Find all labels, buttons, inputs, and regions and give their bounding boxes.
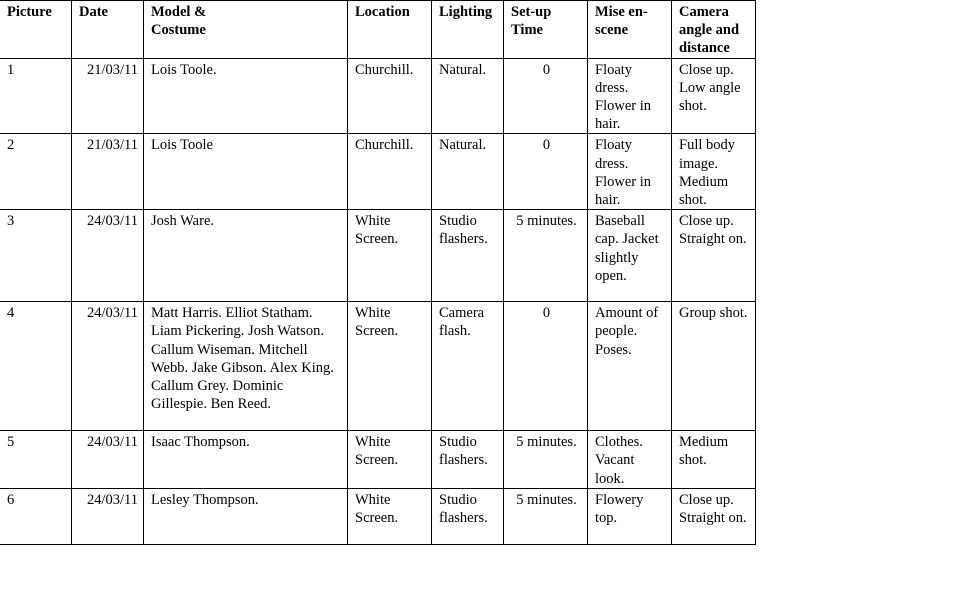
cell-picture: 4 — [0, 302, 72, 431]
cell-mise: Floaty dress. Flower in hair. — [588, 58, 672, 134]
table-row — [0, 134, 756, 210]
header-location: Location — [348, 1, 432, 59]
cell-model: Lesley Thompson. — [144, 488, 348, 544]
header-model: Model & Costume — [144, 1, 348, 59]
table-row — [0, 431, 756, 489]
cell-mise: Baseball cap. Jacket slightly open. — [588, 210, 672, 302]
cell-camera: Medium shot. — [672, 431, 756, 489]
cell-date: 21/03/11 — [72, 134, 144, 210]
header-date: Date — [72, 1, 144, 59]
cell-mise: Flowery top. — [588, 488, 672, 544]
cell-camera: Full body image. Medium shot. — [672, 134, 756, 210]
cell-picture: 5 — [0, 431, 72, 489]
cell-picture: 2 — [0, 134, 72, 210]
cell-location: White Screen. — [348, 210, 432, 302]
cell-camera: Close up. Low angle shot. — [672, 58, 756, 134]
cell-camera: Close up. Straight on. — [672, 488, 756, 544]
header-lighting: Lighting — [432, 1, 504, 59]
cell-setup: 5 minutes. — [504, 210, 588, 302]
cell-picture: 6 — [0, 488, 72, 544]
cell-location: Churchill. — [348, 58, 432, 134]
header-mise: Mise en-scene — [588, 1, 672, 59]
cell-date: 24/03/11 — [72, 431, 144, 489]
header-picture: Picture — [0, 1, 72, 59]
cell-location: Churchill. — [348, 134, 432, 210]
cell-model: Matt Harris. Elliot Statham. Liam Pickering. Josh Watson. Callum Wiseman. Mitchell Webb. Jake Gibson. Alex King. Callum Grey. Dominic Gillespie. Ben Reed. — [144, 302, 348, 431]
cell-setup: 0 — [504, 134, 588, 210]
table-row — [0, 302, 756, 431]
header-row — [0, 1, 756, 59]
cell-setup: 0 — [504, 302, 588, 431]
cell-location: White Screen. — [348, 431, 432, 489]
cell-lighting: Natural. — [432, 134, 504, 210]
cell-lighting: Natural. — [432, 58, 504, 134]
cell-mise: Amount of people. Poses. — [588, 302, 672, 431]
cell-setup: 5 minutes. — [504, 431, 588, 489]
cell-camera: Close up. Straight on. — [672, 210, 756, 302]
cell-camera: Group shot. — [672, 302, 756, 431]
cell-setup: 0 — [504, 58, 588, 134]
cell-model: Lois Toole. — [144, 58, 348, 134]
cell-date: 24/03/11 — [72, 302, 144, 431]
header-camera: Camera angle and distance — [672, 1, 756, 59]
cell-picture: 1 — [0, 58, 72, 134]
cell-setup: 5 minutes. — [504, 488, 588, 544]
cell-mise: Floaty dress. Flower in hair. — [588, 134, 672, 210]
cell-location: White Screen. — [348, 302, 432, 431]
cell-lighting: Studio flashers. — [432, 431, 504, 489]
cell-location: White Screen. — [348, 488, 432, 544]
cell-model: Lois Toole — [144, 134, 348, 210]
cell-mise: Clothes. Vacant look. — [588, 431, 672, 489]
cell-lighting: Studio flashers. — [432, 488, 504, 544]
table-row — [0, 488, 756, 544]
cell-date: 24/03/11 — [72, 210, 144, 302]
table-row — [0, 58, 756, 134]
cell-lighting: Studio flashers. — [432, 210, 504, 302]
cell-model: Josh Ware. — [144, 210, 348, 302]
cell-model: Isaac Thompson. — [144, 431, 348, 489]
cell-date: 24/03/11 — [72, 488, 144, 544]
cell-lighting: Camera flash. — [432, 302, 504, 431]
cell-picture: 3 — [0, 210, 72, 302]
table-row — [0, 210, 756, 302]
header-setup: Set-up Time — [504, 1, 588, 59]
cell-date: 21/03/11 — [72, 58, 144, 134]
